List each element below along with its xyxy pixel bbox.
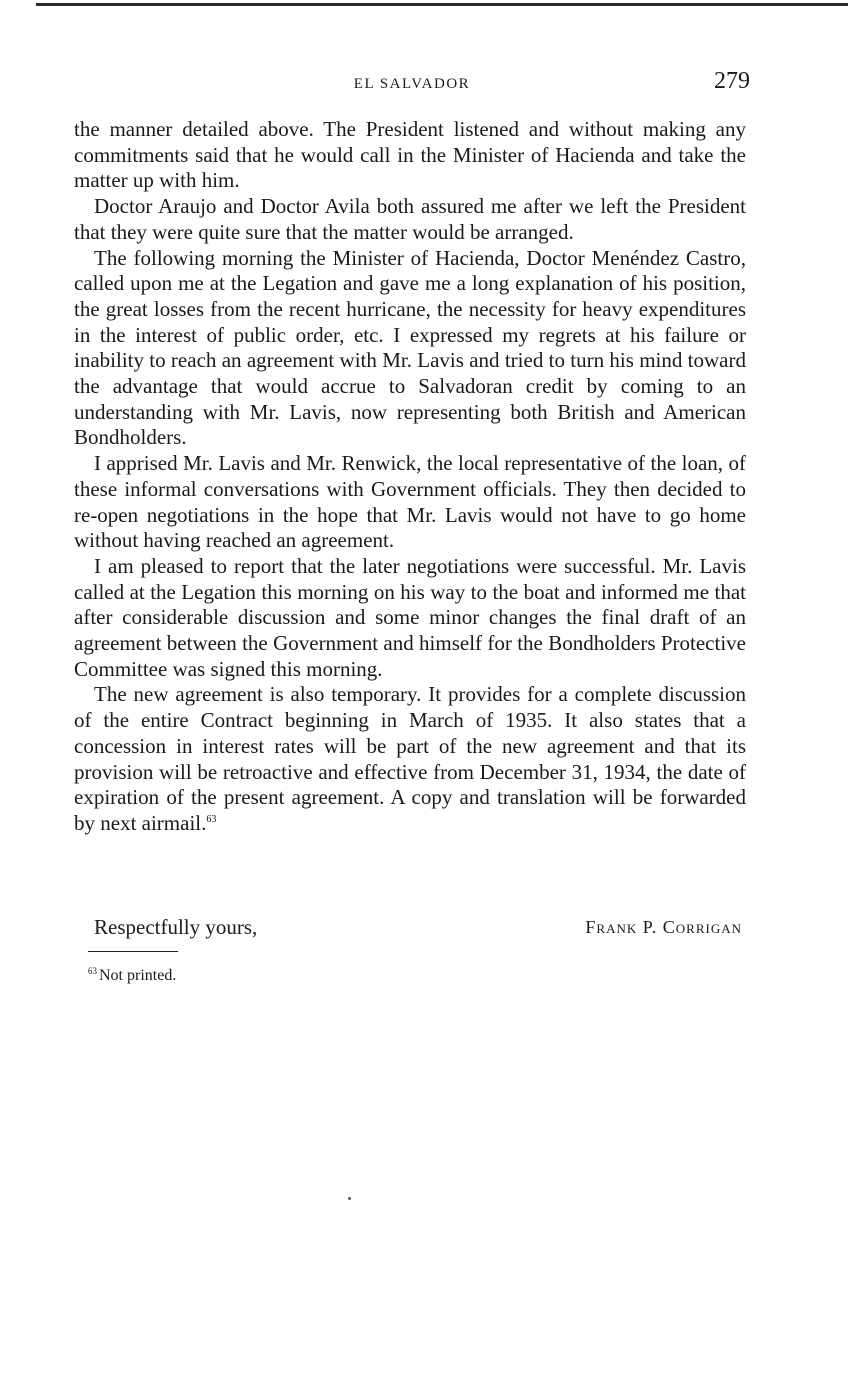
signature: Frank P. Corrigan xyxy=(585,917,742,937)
paragraph-1: the manner detailed above. The President listened and without making any commitments said that he would call in the Minister of Hacienda and take the matter up with him. xyxy=(74,117,746,193)
top-rule xyxy=(36,3,848,6)
footnote-mark: 63 xyxy=(88,966,97,976)
footnote xyxy=(88,966,176,985)
closing xyxy=(94,915,742,941)
body-text xyxy=(74,117,746,837)
salutation: Respectfully yours, xyxy=(94,915,258,939)
page-header xyxy=(74,66,750,98)
paragraph-5: I am pleased to report that the later negotiations were successful. Mr. Lavis called at the Legation this morning on his way to the boat and informed me that after considerable discussion and some minor changes the final draft of an agreement between the Government and himself for the Bondholders Protective Committee was signed this morning. xyxy=(74,553,746,681)
print-speck xyxy=(348,1197,351,1200)
footnote-rule xyxy=(88,951,178,952)
footnote-text: Not printed. xyxy=(99,967,177,984)
paragraph-6-text: The new agreement is also temporary. It provides for a complete discussion of the entire Contract beginning in March of 1935. It also states that a concession in interest rates will be part of the new agreement and that its provision will be retroactive and effective from December 31, 1934, the date of expiration of the present agreement. A copy and translation will be forwarded by next airmail. xyxy=(74,682,746,835)
paragraph-2: Doctor Araujo and Doctor Avila both assured me after we left the President that they were quite sure that the matter would be arranged. xyxy=(74,194,746,244)
footnote-reference: 63 xyxy=(206,813,217,825)
paragraph-4: I apprised Mr. Lavis and Mr. Renwick, the local representative of the loan, of these informal conversations with Government officials. They then decided to re-open negotiations in the hope that Mr. Lavis would not have to go home without having reached an agreement. xyxy=(74,451,746,553)
page-number: 279 xyxy=(714,68,750,94)
running-head: EL SALVADOR xyxy=(353,76,471,92)
paragraph-3: The following morning the Minister of Hacienda, Doctor Menéndez Castro, called upon me at the Legation and gave me a long explanation of his position, the great losses from the recent hurricane, the necessity for heavy expenditures in the interest of public order, etc. I expressed my regrets at his failure or inability to reach an agreement with Mr. Lavis and tried to turn his mind toward the advantage that would accrue to Salvadoran credit by coming to an understanding with Mr. Lavis, now representing both British and American Bondholders. xyxy=(74,245,746,450)
paragraph-6 xyxy=(74,682,746,836)
